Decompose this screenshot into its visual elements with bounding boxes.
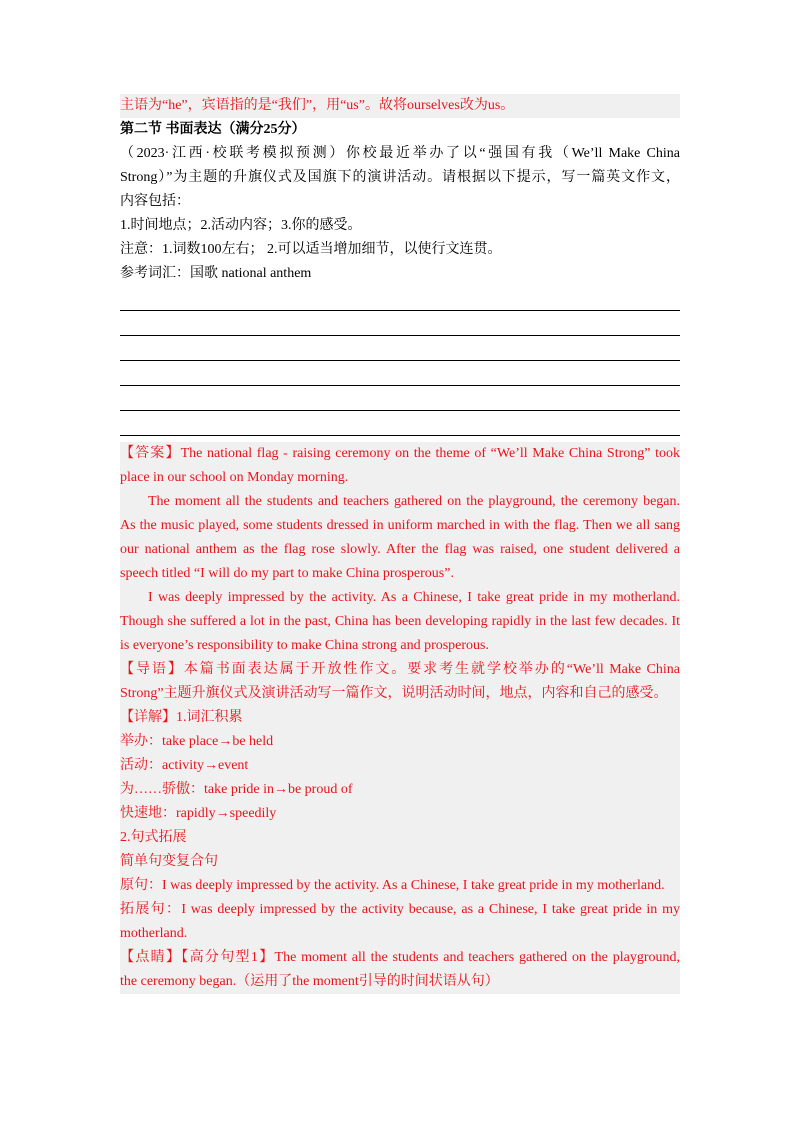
section-title: 第二节 书面表达（满分25分） xyxy=(120,122,306,137)
prompt-line-1: （2023·江西·校联考模拟预测）你校最近举办了以“强国有我（We’ll Make China xyxy=(120,146,680,161)
original-sentence: 原句：I was deeply impressed by the activity. As a Chinese, I take great pride in my motherland. xyxy=(120,878,665,893)
writing-line xyxy=(120,336,680,361)
answer-line: speech titled “I will do my part to make China prosperous”. xyxy=(120,566,454,581)
answer-line: As the music played, some students dressed in uniform marched in with the flag. Then we all sang xyxy=(120,518,680,533)
highlight-line: 【点睛】【高分句型1】The moment all the students and teachers gathered on the playground, xyxy=(120,950,680,965)
detail-vocab-item: 活动：activity→event xyxy=(120,758,249,773)
answer-line: our national anthem as the flag rose slowly. After the flag was raised, one student delivered a xyxy=(120,542,680,557)
guide-line: 【导语】本篇书面表达属于开放性作文。要求考生就学校举办的“We’ll Make China xyxy=(120,662,680,677)
prompt-line-2: Strong）”为主题的升旗仪式及国旗下的演讲活动。请根据以下提示，写一篇英文作文， xyxy=(120,170,680,185)
answer-line: 【答案】The national flag - raising ceremony on the theme of “We’ll Make China Strong” took xyxy=(120,446,680,461)
answer-line: The moment all the students and teachers gathered on the playground, the ceremony began. xyxy=(148,494,680,509)
prompt-vocab: 参考词汇：国歌 national anthem xyxy=(120,266,312,281)
prompt-line-3: 内容包括： xyxy=(120,194,190,209)
expanded-sentence: 拓展句：I was deeply impressed by the activity because, as a Chinese, I take great pride in my xyxy=(120,902,680,917)
expanded-sentence: motherland. xyxy=(120,926,188,941)
detail-heading: 【详解】1.词汇积累 xyxy=(120,710,243,725)
highlight-line: the ceremony began.（运用了the moment引导的时间状语从句） xyxy=(120,974,499,989)
answer-line: I was deeply impressed by the activity. As a Chinese, I take great pride in my motherland. xyxy=(148,590,680,605)
answer-line: Though she suffered a lot in the past, China has been developing rapidly in the last few decades. It xyxy=(120,614,680,629)
writing-line xyxy=(120,361,680,386)
document-page xyxy=(120,0,680,994)
writing-lines xyxy=(120,286,680,436)
answer-block xyxy=(120,442,680,994)
detail-sub: 简单句变复合句 xyxy=(120,854,218,869)
detail-vocab-item: 举办：take place→be held xyxy=(120,734,274,749)
prompt-notice: 注意：1.词数100左右； 2.可以适当增加细节，以使行文连贯。 xyxy=(120,242,502,257)
answer-line: is everyone’s responsibility to make China strong and prosperous. xyxy=(120,638,489,653)
writing-line xyxy=(120,411,680,436)
writing-line xyxy=(120,311,680,336)
writing-line xyxy=(120,286,680,311)
top-note: 主语为“he”，宾语指的是“我们”，用“us”。故将ourselves改为us。 xyxy=(120,94,680,118)
prompt-points: 1.时间地点；2.活动内容；3.你的感受。 xyxy=(120,218,362,233)
writing-line xyxy=(120,386,680,411)
answer-line: place in our school on Monday morning. xyxy=(120,470,349,485)
detail-vocab-item: 为……骄傲：take pride in→be proud of xyxy=(120,782,353,797)
guide-line: Strong”主题升旗仪式及演讲活动写一篇作文，说明活动时间，地点，内容和自己的感受。 xyxy=(120,686,668,701)
detail-section-2: 2.句式拓展 xyxy=(120,830,187,845)
detail-vocab-item: 快速地：rapidly→speedily xyxy=(120,806,277,821)
